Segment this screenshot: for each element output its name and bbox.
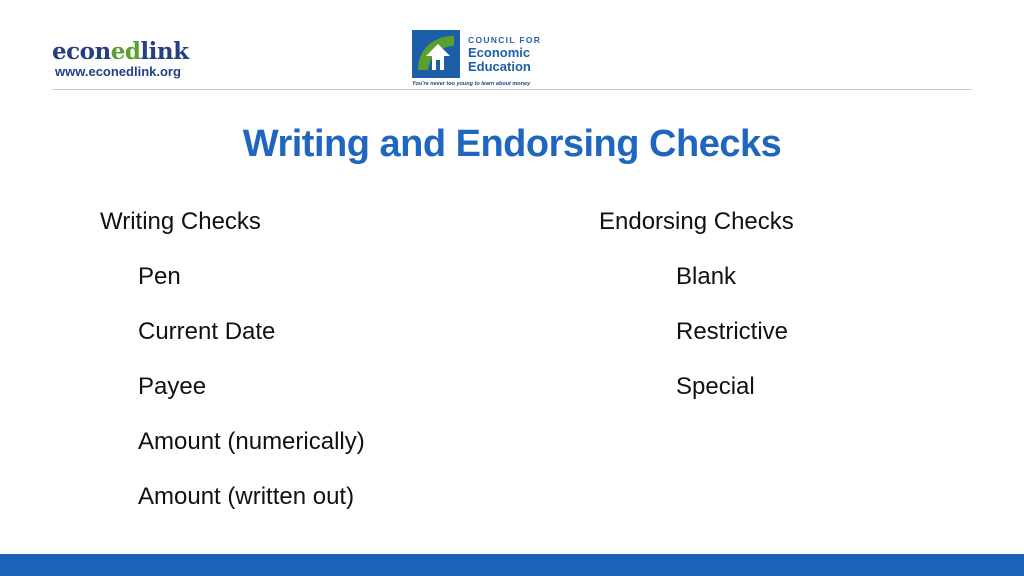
writing-checks-column: [100, 205, 365, 535]
list-item: Restrictive: [676, 318, 789, 345]
endorsing-checks-list: [676, 260, 794, 404]
econedlink-logo: [52, 40, 222, 80]
endorsing-checks-heading: Endorsing Checks: [599, 208, 794, 235]
list-item: Pen: [138, 263, 181, 290]
econedlink-wordmark: [52, 40, 222, 64]
list-item: Special: [676, 373, 755, 400]
cee-education: Education: [468, 59, 531, 74]
wordmark-link: link: [140, 38, 189, 65]
wordmark-econ: econ: [52, 38, 111, 65]
cee-economic: Economic: [468, 45, 531, 60]
endorsing-checks-column: [599, 205, 794, 425]
writing-checks-list: [138, 260, 365, 514]
cee-council-for: COUNCIL FOR: [468, 35, 542, 45]
list-item: Blank: [676, 263, 737, 290]
list-item: Amount (numerically): [138, 428, 365, 455]
list-item: Payee: [138, 373, 207, 400]
cee-tagline: You're never too young to learn about money: [412, 81, 531, 87]
footer-bar: [0, 554, 1024, 576]
list-item: Current Date: [138, 318, 276, 345]
wordmark-ed: ed: [110, 38, 141, 65]
council-economic-education-logo: [412, 28, 572, 90]
cee-emblem-icon: [412, 30, 460, 78]
econedlink-url: www.econedlink.org: [55, 64, 181, 79]
slide-title: Writing and Endorsing Checks: [242, 123, 782, 165]
header-divider: [52, 89, 972, 90]
writing-checks-heading: Writing Checks: [100, 208, 261, 235]
list-item: Amount (written out): [138, 483, 355, 510]
